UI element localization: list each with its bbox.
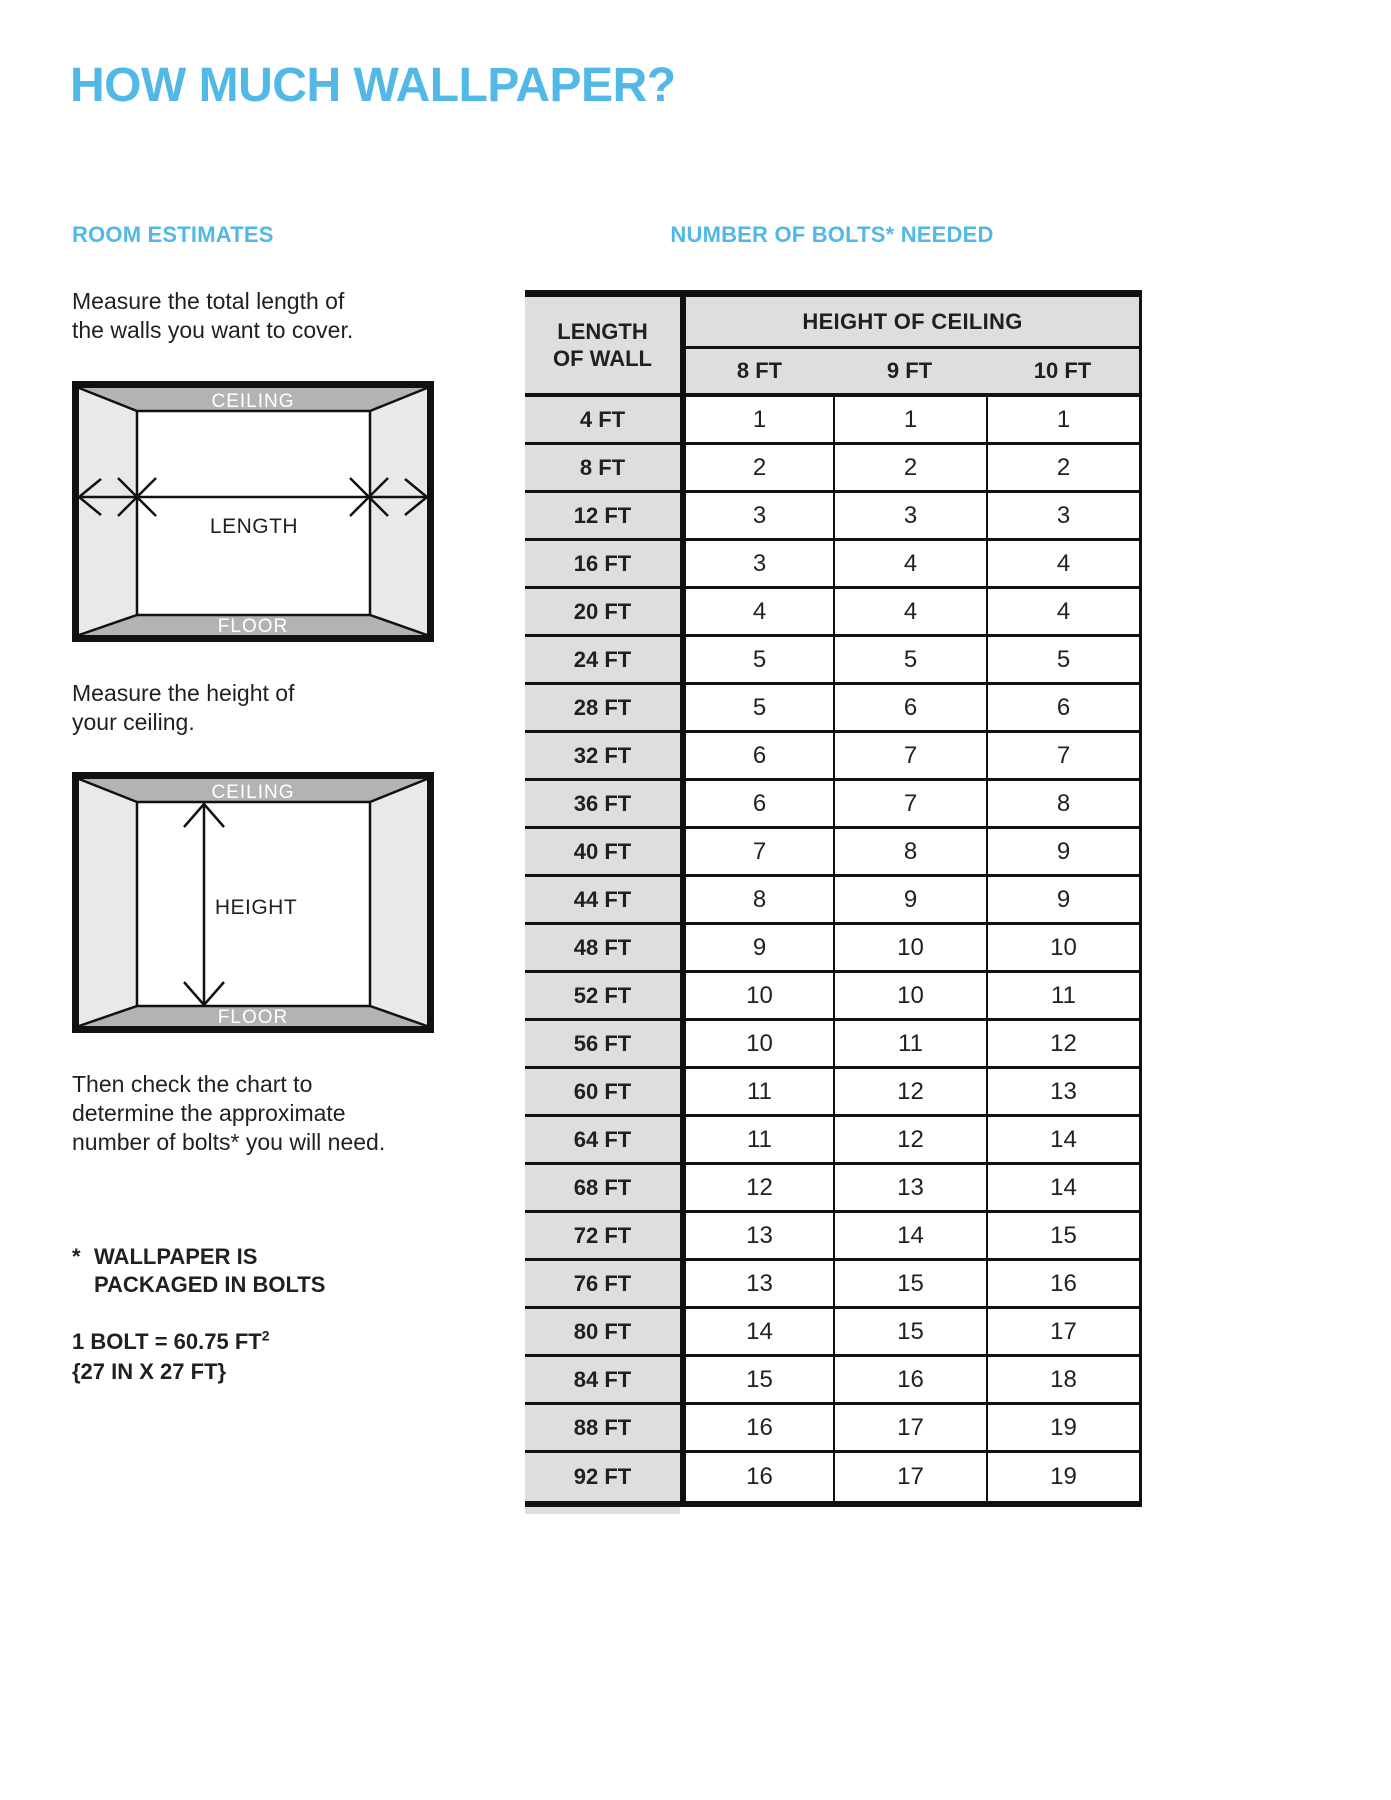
bolt-count-cell: 1 [986,397,1139,445]
bolt-count-cell: 4 [833,589,986,637]
left-wall [79,388,137,635]
bolt-count-cell: 13 [986,1069,1139,1117]
height-instruction [72,679,294,737]
bolt-count-cell: 12 [680,1165,833,1213]
bolt-count-cell: 7 [986,733,1139,781]
corner-header-line2: OF WALL [553,346,652,371]
right-wall [370,779,427,1026]
wall-length-label: 88 FT [525,1405,680,1453]
bolt-count-cell: 17 [833,1405,986,1453]
wall-length-label: 60 FT [525,1069,680,1117]
bolt-count-cell: 15 [833,1309,986,1357]
bolt-count-cell: 14 [986,1117,1139,1165]
bolt-count-cell: 4 [680,589,833,637]
bolt-count-cell: 4 [986,541,1139,589]
chart-instruction [72,1070,385,1157]
bolt-count-cell: 10 [986,925,1139,973]
bolt-count-cell: 6 [680,781,833,829]
bolt-count-cell: 15 [986,1213,1139,1261]
bolt-count-cell: 15 [833,1261,986,1309]
bolt-count-cell: 9 [680,925,833,973]
bolt-count-cell: 11 [680,1117,833,1165]
wall-length-label: 20 FT [525,589,680,637]
bolt-count-cell: 8 [986,781,1139,829]
bolt-count-cell: 9 [833,877,986,925]
bolt-count-cell: 10 [680,1021,833,1069]
group-header-height-of-ceiling: HEIGHT OF CEILING [680,297,1139,349]
bolt-count-cell: 19 [986,1453,1139,1501]
ceiling-label: CEILING [211,782,295,803]
bolts-table [525,290,1142,1507]
chart-instruction-line2: determine the approximate [72,1100,346,1126]
chart-instruction-line1: Then check the chart to [72,1071,313,1097]
bolt-count-cell: 11 [680,1069,833,1117]
bolt-count-cell: 6 [833,685,986,733]
wall-length-label: 16 FT [525,541,680,589]
wall-length-label: 80 FT [525,1309,680,1357]
bolt-count-cell: 16 [680,1453,833,1501]
wall-length-label: 48 FT [525,925,680,973]
bolt-count-cell: 9 [986,829,1139,877]
floor-label: FLOOR [217,616,289,637]
bolt-count-cell: 8 [680,877,833,925]
bolt-count-cell: 10 [833,925,986,973]
length-label: LENGTH [209,515,299,538]
bolt-count-cell: 4 [833,541,986,589]
wall-length-label: 92 FT [525,1453,680,1501]
bolt-count-cell: 12 [833,1117,986,1165]
bolt-count-cell: 10 [833,973,986,1021]
bolt-count-cell: 2 [833,445,986,493]
room-height-diagram [72,772,434,1033]
squared-superscript: 2 [261,1327,270,1344]
height-instruction-line2: your ceiling. [72,709,195,735]
bolt-count-cell: 1 [833,397,986,445]
wall-length-label: 64 FT [525,1117,680,1165]
corner-header-length-of-wall [525,297,680,397]
wall-length-label: 36 FT [525,781,680,829]
bolt-count-cell: 3 [680,541,833,589]
note-line1: WALLPAPER IS [94,1244,258,1269]
bolt-count-cell: 14 [986,1165,1139,1213]
bolt-count-cell: 7 [833,781,986,829]
wall-length-label: 52 FT [525,973,680,1021]
bolt-count-cell: 17 [986,1309,1139,1357]
wall-length-label: 4 FT [525,397,680,445]
room-estimates-heading: ROOM ESTIMATES [72,222,274,247]
wallpaper-bolts-note [72,1243,325,1299]
bolt-count-cell: 6 [986,685,1139,733]
bolt-count-cell: 1 [680,397,833,445]
bolt-count-cell: 16 [680,1405,833,1453]
bolt-count-cell: 13 [680,1213,833,1261]
bolt-count-cell: 13 [680,1261,833,1309]
wall-length-label: 68 FT [525,1165,680,1213]
bolt-count-cell: 14 [833,1213,986,1261]
bolt-count-cell: 18 [986,1357,1139,1405]
wall-length-label: 28 FT [525,685,680,733]
bolt-count-cell: 5 [833,637,986,685]
wall-length-label: 84 FT [525,1357,680,1405]
bolt-count-cell: 9 [986,877,1139,925]
wall-length-label: 76 FT [525,1261,680,1309]
wall-length-label: 8 FT [525,445,680,493]
bolt-count-cell: 7 [833,733,986,781]
bolt-count-cell: 2 [680,445,833,493]
note-line2: PACKAGED IN BOLTS [94,1272,326,1297]
bolt-dimensions-line: {27 IN X 27 FT} [72,1359,227,1384]
room-length-diagram [72,381,434,642]
ceiling-label: CEILING [211,391,295,412]
back-wall-outline [137,411,370,615]
bolt-count-cell: 10 [680,973,833,1021]
right-wall [370,388,427,635]
bolt-count-cell: 16 [986,1261,1139,1309]
bolt-count-cell: 12 [986,1021,1139,1069]
bolt-count-cell: 4 [986,589,1139,637]
floor-label: FLOOR [217,1007,289,1028]
col-header-10ft: 10 FT [986,349,1139,397]
bolt-count-cell: 16 [833,1357,986,1405]
bolt-count-cell: 5 [680,685,833,733]
bolt-equation [72,1327,270,1387]
height-label: HEIGHT [214,896,298,919]
bolt-count-cell: 15 [680,1357,833,1405]
bolt-count-cell: 3 [833,493,986,541]
bolt-count-cell: 17 [833,1453,986,1501]
wall-length-label: 40 FT [525,829,680,877]
bolt-count-cell: 14 [680,1309,833,1357]
length-instruction-line2: the walls you want to cover. [72,317,354,343]
wall-length-label: 24 FT [525,637,680,685]
bolt-count-cell: 5 [680,637,833,685]
footnote-asterisk: * [72,1244,81,1269]
col-header-8ft: 8 FT [680,349,833,397]
corner-header-line1: LENGTH [557,319,648,344]
bolt-count-cell: 3 [986,493,1139,541]
col-header-9ft: 9 FT [833,349,986,397]
height-instruction-line1: Measure the height of [72,680,295,706]
bolts-needed-heading: NUMBER OF BOLTS* NEEDED [670,222,994,247]
length-instruction [72,287,353,345]
wall-length-label: 72 FT [525,1213,680,1261]
bolt-size-line: 1 BOLT = 60.75 $FT^2$ [72,1327,270,1354]
bolt-count-cell: 12 [833,1069,986,1117]
bolt-count-cell: 2 [986,445,1139,493]
bolt-count-cell: 19 [986,1405,1139,1453]
bolt-count-cell: 13 [833,1165,986,1213]
wall-length-label: 12 FT [525,493,680,541]
chart-instruction-line3: number of bolts* you will need. [72,1129,386,1155]
left-wall [79,779,137,1026]
bolt-count-cell: 8 [833,829,986,877]
bolt-count-cell: 3 [680,493,833,541]
wall-length-label: 44 FT [525,877,680,925]
wall-length-label: 56 FT [525,1021,680,1069]
bolt-count-cell: 5 [986,637,1139,685]
bolt-count-cell: 11 [833,1021,986,1069]
bolt-count-cell: 6 [680,733,833,781]
length-instruction-line1: Measure the total length of [72,288,345,314]
bolt-count-cell: 7 [680,829,833,877]
wall-length-label: 32 FT [525,733,680,781]
page-title: HOW MUCH WALLPAPER? [70,59,676,112]
table-left-column-tail [525,1507,680,1514]
bolt-count-cell: 11 [986,973,1139,1021]
